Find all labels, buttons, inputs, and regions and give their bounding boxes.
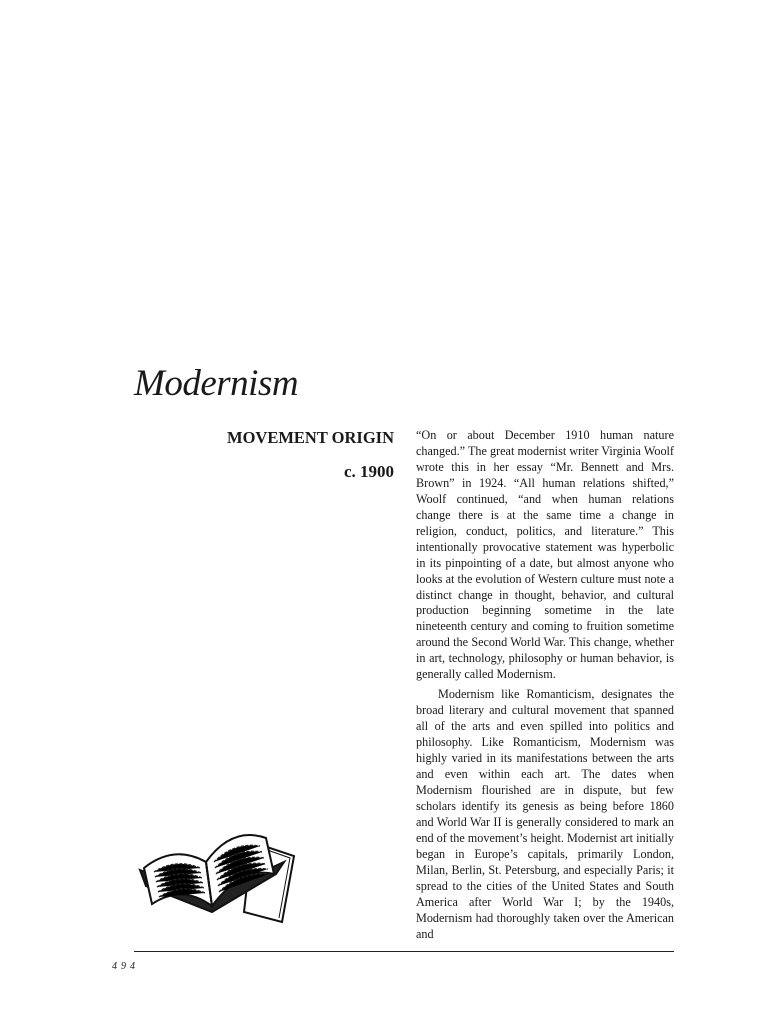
open-book-icon (134, 822, 304, 942)
movement-origin-label: MOVEMENT ORIGIN (227, 428, 394, 447)
body-text (416, 428, 674, 947)
footer-rule (134, 951, 674, 952)
body-paragraph-1: “On or about December 1910 human nature changed.” The great modernist writer Virginia Woolf wrote this in her essay “Mr. Bennett and Mrs. Brown” in 1924. “All human relations shifted,” Woolf continued, “and when human relations change there is at the same time a change in religion, conduct, politics, and literature.” This intentionally provocative statement was hyperbolic in its pinpointing of a date, but almost anyone who looks at the evolution of Western culture must note a distinct change in thought, behavior, and cultural production beginning sometime in the late nineteenth century and coming to fruition sometime around the Second World War. This change, whether in art, technology, philosophy or human behavior, is generally called Modernism. (416, 428, 674, 682)
page-number: 494 (112, 961, 139, 972)
entry-title: Modernism (134, 363, 299, 404)
movement-origin-date: c. 1900 (343, 462, 394, 481)
body-paragraph-2: Modernism like Romanticism, designates the broad literary and cultural movement that spanned all of the arts and even spilled into politics and philosophy. Like Romanticism, Modernism was highly varied in its manifestations between the arts and even within each art. The dates when Modernism flourished are in dispute, but few scholars identify its genesis as being before 1860 and World War II is generally considered to mark an end of the movement’s height. Modernist art initially began in Europe’s capitals, primarily London, Milan, Berlin, St. Petersburg, and especially Paris; it spread to the cities of the United States and South America after World War I; by the 1940s, Modernism had thoroughly taken over the American and (416, 687, 674, 941)
